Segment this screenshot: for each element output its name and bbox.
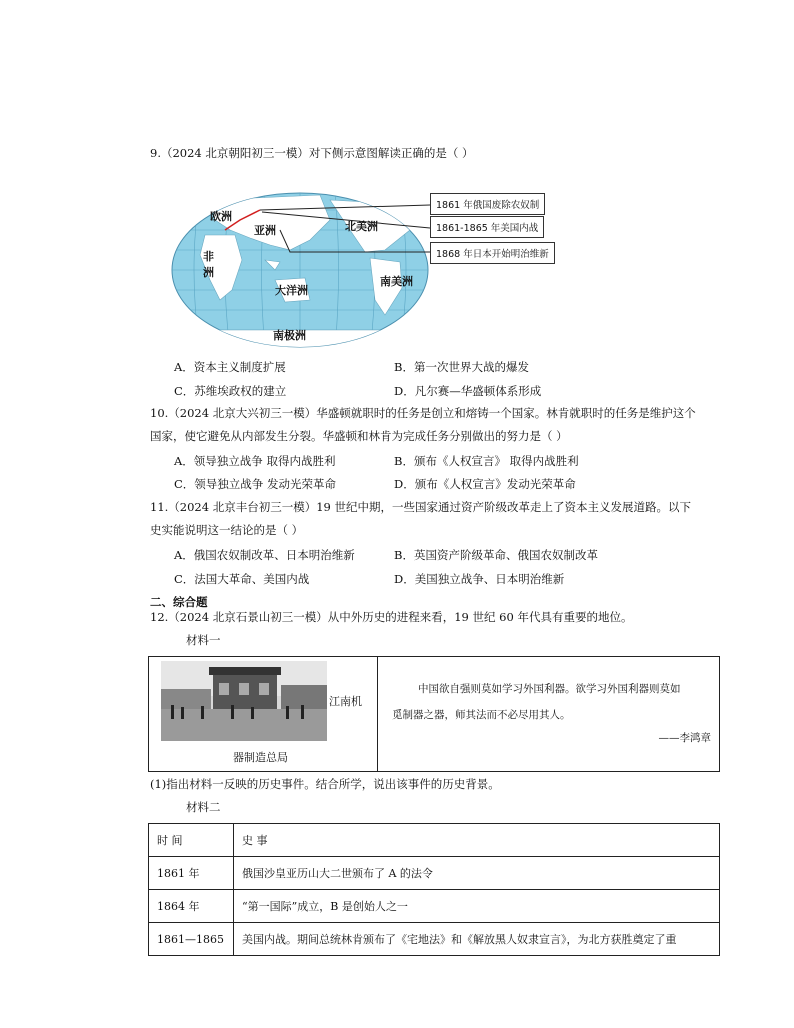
table-row: [149, 890, 720, 923]
row3-time: 1861—1865: [149, 923, 234, 956]
quote-line-2: 觅制器之器，师其法而不必尽用其人。: [392, 709, 571, 721]
table-header-row: [149, 824, 720, 857]
table-row: [149, 923, 720, 956]
material2-table: [148, 823, 720, 956]
header-event: 史 事: [234, 824, 720, 857]
q11-stem-line2: 史实能说明这一结论的是（ ）: [150, 523, 304, 537]
jiangnan-arsenal-photo: [161, 661, 327, 741]
label-africa-2: 洲: [203, 266, 214, 279]
material1-table: [148, 656, 720, 772]
section-heading: 二、综合题: [150, 595, 208, 609]
material1-label: 材料一: [186, 633, 221, 647]
label-north-america: 北美洲: [345, 220, 378, 233]
material1-quote-cell: [378, 657, 720, 772]
label-south-america: 南美洲: [380, 275, 413, 288]
material2-label: 材料二: [186, 800, 221, 814]
callout-russia: 1861 年俄国废除农奴制: [430, 193, 545, 215]
quote-line-1: 中国欲自强则莫如学习外国利器。欲学习外国利器则莫如: [418, 683, 681, 695]
row1-time: 1861 年: [149, 857, 234, 890]
q10-option-a[interactable]: A．领导独立战争 取得内战胜利: [174, 454, 336, 468]
quote-author: ——李鸿章: [658, 732, 711, 744]
q10-stem-line2: 国家，使它避免从内部发生分裂。华盛顿和林肯为完成任务分别做出的努力是（ ）: [150, 429, 568, 443]
q9-stem: 9.（2024 北京朝阳初三一模）对下侧示意图解读正确的是（ ）: [150, 146, 474, 160]
row3-event: 美国内战。期间总统林肯颁布了《宅地法》和《解放黑人奴隶宣言》，为北方获胜奠定了重: [234, 923, 720, 956]
header-time: 时 间: [149, 824, 234, 857]
label-asia: 亚洲: [254, 224, 276, 237]
callout-us-civil-war: 1861-1865 年美国内战: [430, 216, 544, 238]
material1-photo-cell: [149, 657, 378, 772]
q11-option-a[interactable]: A．俄国农奴制改革、日本明治维新: [174, 548, 355, 562]
row2-event: “第一国际”成立，B 是创始人之一: [234, 890, 720, 923]
q10-stem-line1: 10.（2024 北京大兴初三一模）华盛顿就职时的任务是创立和熔铸一个国家。林肯就职时的任务是维护这个: [150, 406, 696, 420]
row1-event: 俄国沙皇亚历山大二世颁布了 A 的法令: [234, 857, 720, 890]
photo-caption-bottom: 器制造总局: [233, 751, 288, 764]
q11-option-d[interactable]: D．美国独立战争、日本明治维新: [394, 572, 565, 586]
table-row: [149, 857, 720, 890]
world-map: [170, 190, 430, 350]
photo-caption-right: 江南机: [329, 695, 362, 708]
row2-time: 1864 年: [149, 890, 234, 923]
q9-option-b[interactable]: B．第一次世界大战的爆发: [394, 360, 529, 374]
q9-option-a[interactable]: A．资本主义制度扩展: [174, 360, 286, 374]
q11-option-c[interactable]: C．法国大革命、美国内战: [174, 572, 310, 586]
label-oceania: 大洋洲: [275, 284, 308, 297]
q10-option-b[interactable]: B．颁布《人权宣言》 取得内战胜利: [394, 454, 579, 468]
label-europe: 欧洲: [210, 210, 232, 223]
label-africa-1: 非: [203, 250, 214, 263]
q10-option-c[interactable]: C．领导独立战争 发动光荣革命: [174, 477, 336, 491]
q12-stem: 12.（2024 北京石景山初三一模）从中外历史的进程来看，19 世纪 60 年代具有重要的地位。: [150, 610, 633, 624]
q10-option-d[interactable]: D．颁布《人权宣言》发动光荣革命: [394, 477, 576, 491]
label-antarctica: 南极洲: [273, 329, 306, 342]
q9-option-c[interactable]: C．苏维埃政权的建立: [174, 384, 287, 398]
q12-sub1: (1)指出材料一反映的历史事件。结合所学，说出该事件的历史背景。: [150, 777, 500, 791]
q11-stem-line1: 11.（2024 北京丰台初三一模）19 世纪中期，一些国家通过资产阶级改革走上了资本主义发展道路。以下: [150, 500, 691, 514]
callout-meiji: 1868 年日本开始明治维新: [430, 242, 555, 264]
q11-option-b[interactable]: B．英国资产阶级革命、俄国农奴制改革: [394, 548, 598, 562]
q9-option-d[interactable]: D．凡尔赛—华盛顿体系形成: [394, 384, 542, 398]
